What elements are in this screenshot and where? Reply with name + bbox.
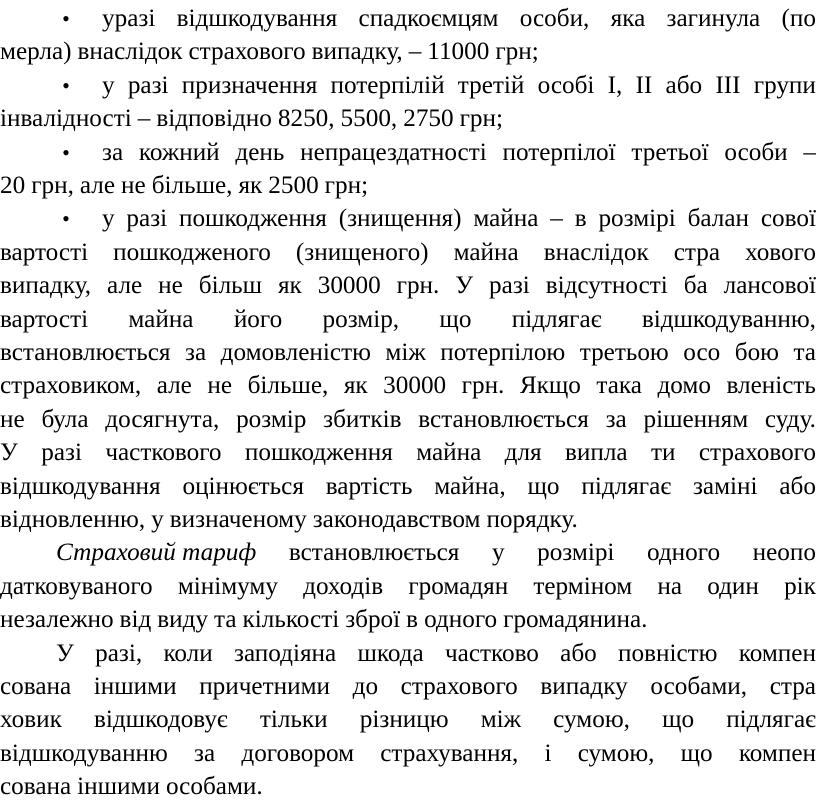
word: разі bbox=[126, 205, 168, 233]
word: частково bbox=[444, 639, 539, 667]
word: іншими bbox=[77, 773, 160, 801]
word: як bbox=[343, 372, 368, 400]
word: кожний bbox=[138, 138, 220, 166]
word: І, bbox=[607, 71, 623, 99]
text-line bbox=[0, 768, 816, 806]
word: особи, bbox=[519, 5, 590, 32]
word: ІІ bbox=[635, 71, 653, 99]
word: доходів bbox=[303, 572, 384, 600]
word: відшкодуванню bbox=[0, 739, 168, 767]
word: вартість bbox=[325, 472, 413, 500]
word: ба bbox=[683, 272, 708, 300]
word: грн. bbox=[461, 372, 505, 400]
word: випадку, bbox=[0, 272, 92, 300]
italic-term: Страховий тариф bbox=[56, 539, 257, 567]
word: що bbox=[439, 305, 472, 333]
word: договором bbox=[241, 739, 355, 767]
word: між bbox=[480, 706, 522, 734]
word: суду. bbox=[764, 405, 816, 433]
word: компен bbox=[738, 639, 816, 667]
word: одного bbox=[424, 606, 498, 634]
word: сумою, bbox=[577, 739, 655, 767]
word: його bbox=[233, 305, 283, 333]
word: вартості bbox=[0, 238, 89, 266]
word: майна bbox=[128, 305, 194, 333]
word: балан bbox=[687, 205, 750, 233]
word: спадкоємцям bbox=[358, 5, 499, 32]
word: внаслідок bbox=[543, 238, 649, 266]
word: сумою, bbox=[553, 706, 630, 734]
word: що bbox=[662, 706, 695, 734]
word: (знищеного) bbox=[295, 238, 429, 266]
word: (по bbox=[781, 5, 816, 32]
word: як bbox=[277, 272, 302, 300]
text-line bbox=[0, 334, 816, 372]
text-line bbox=[56, 534, 816, 572]
word: виду bbox=[157, 606, 209, 634]
word: ховик bbox=[0, 706, 62, 734]
word: була bbox=[41, 405, 89, 433]
text-line bbox=[102, 0, 816, 38]
word: на bbox=[657, 572, 683, 600]
text-line bbox=[0, 367, 816, 405]
word: потерпілою bbox=[440, 339, 566, 366]
word: за bbox=[185, 339, 207, 366]
word: заподіяна bbox=[234, 639, 337, 667]
word: одного bbox=[647, 539, 721, 567]
word: датковуваного bbox=[0, 572, 153, 600]
word: відповідно bbox=[156, 105, 272, 133]
word: повністю bbox=[618, 639, 718, 667]
text-line bbox=[102, 134, 816, 172]
text-line bbox=[0, 267, 816, 305]
word: що bbox=[527, 472, 560, 500]
word: незалежно bbox=[0, 606, 114, 634]
text-line bbox=[0, 234, 816, 272]
word: мінімуму bbox=[177, 572, 278, 600]
word: для bbox=[504, 439, 542, 467]
word: грн; bbox=[324, 172, 369, 199]
word: стра bbox=[769, 673, 816, 700]
word: бою bbox=[734, 339, 779, 366]
word: пошкодження bbox=[178, 205, 327, 233]
word: розмір bbox=[236, 405, 307, 433]
word: але bbox=[156, 372, 192, 400]
word: вленість bbox=[726, 372, 816, 400]
word: до bbox=[352, 673, 379, 700]
word: домовленістю bbox=[220, 339, 371, 366]
word: та bbox=[214, 606, 237, 634]
word: громадянина. bbox=[503, 606, 648, 634]
word: – bbox=[137, 105, 151, 133]
word: іншими bbox=[93, 673, 177, 700]
word: часткового bbox=[105, 439, 222, 467]
word: вартості bbox=[0, 305, 89, 333]
word: домо bbox=[657, 372, 711, 400]
word: відшкодування bbox=[176, 5, 338, 32]
word: не bbox=[0, 405, 25, 433]
word: уразі bbox=[102, 5, 156, 32]
word: 2500 bbox=[268, 172, 319, 199]
word: або bbox=[779, 472, 816, 500]
word: не bbox=[121, 172, 146, 199]
word: або bbox=[560, 639, 597, 667]
word: один bbox=[707, 572, 759, 600]
word: страхового bbox=[698, 439, 816, 467]
word: більш bbox=[198, 272, 263, 300]
word: кількості bbox=[242, 606, 340, 634]
word: особами, bbox=[650, 673, 748, 700]
word: грн, bbox=[31, 172, 74, 199]
word: за bbox=[194, 739, 216, 767]
word: осо bbox=[683, 339, 721, 366]
word: але bbox=[79, 172, 116, 199]
word: у bbox=[491, 539, 505, 567]
text-line bbox=[102, 200, 816, 238]
word: зброї bbox=[345, 606, 401, 634]
word: причетними bbox=[199, 673, 330, 700]
word: визначеному bbox=[169, 506, 307, 533]
word: 30000 bbox=[317, 272, 381, 300]
word: У bbox=[56, 639, 74, 667]
text-line bbox=[102, 67, 816, 105]
word: відшкодовує bbox=[93, 706, 228, 734]
word: разі bbox=[489, 272, 530, 300]
word: 11000 bbox=[427, 38, 490, 66]
word: особами. bbox=[165, 773, 263, 801]
word: – bbox=[550, 205, 563, 233]
word: в bbox=[574, 205, 587, 233]
word: не bbox=[158, 272, 183, 300]
word: громадян bbox=[408, 572, 509, 600]
word: та bbox=[793, 339, 816, 366]
word: відновленню, bbox=[0, 506, 146, 533]
word: страховиком, bbox=[0, 372, 142, 400]
word: не bbox=[207, 372, 233, 400]
word: шкода bbox=[357, 639, 424, 667]
word: підлягає bbox=[581, 472, 672, 500]
word: більше, bbox=[151, 172, 233, 199]
word: У bbox=[455, 272, 474, 300]
text-line bbox=[0, 668, 816, 706]
text-line bbox=[56, 635, 816, 673]
word: розмір, bbox=[322, 305, 400, 333]
word: відшкодування bbox=[0, 472, 161, 500]
word: сована bbox=[0, 673, 72, 700]
word: ти bbox=[651, 439, 676, 467]
word: третьою bbox=[579, 339, 669, 366]
word: встановлюється bbox=[288, 539, 460, 567]
word: рішенням bbox=[643, 405, 749, 433]
word: коли bbox=[163, 639, 213, 667]
word: але bbox=[107, 272, 143, 300]
word: випадку, bbox=[311, 38, 403, 66]
word: відшкодуванню, bbox=[641, 305, 816, 333]
word: грн; bbox=[459, 105, 503, 133]
word: страхового bbox=[400, 673, 518, 700]
word: у bbox=[151, 506, 164, 533]
word: тільки bbox=[259, 706, 328, 734]
bullet-icon: • bbox=[62, 6, 70, 31]
word: майна bbox=[416, 439, 482, 467]
word: у bbox=[102, 71, 115, 99]
text-line bbox=[0, 735, 816, 773]
word: непрацездатності bbox=[300, 138, 487, 166]
word: різницю bbox=[359, 706, 449, 734]
word: яка bbox=[610, 5, 646, 32]
word: У bbox=[0, 439, 18, 467]
word: як bbox=[238, 172, 263, 199]
word: – bbox=[408, 38, 422, 66]
text-line bbox=[0, 434, 816, 472]
word: випла bbox=[565, 439, 628, 467]
word: в bbox=[406, 606, 419, 634]
word: досягнута, bbox=[105, 405, 220, 433]
word: особі bbox=[537, 71, 595, 99]
word: порядку. bbox=[486, 506, 578, 533]
word: підлягає bbox=[726, 706, 816, 734]
word: випадку bbox=[540, 673, 628, 700]
word: і bbox=[544, 739, 552, 767]
text-line bbox=[0, 33, 816, 71]
word: призначення bbox=[181, 71, 318, 99]
word: відсутності bbox=[545, 272, 668, 300]
text-line bbox=[0, 167, 816, 205]
bullet-icon: • bbox=[62, 72, 70, 98]
word: 5500, bbox=[340, 105, 398, 133]
word: оцінюється bbox=[182, 472, 304, 500]
word: групи bbox=[753, 71, 816, 99]
text-line bbox=[0, 501, 816, 539]
word: майна, bbox=[434, 472, 506, 500]
word: або bbox=[665, 71, 703, 99]
word: розмірі bbox=[537, 539, 615, 567]
text-line bbox=[0, 601, 816, 639]
word: інвалідності bbox=[0, 105, 132, 133]
word: Якщо bbox=[519, 372, 581, 400]
word: грн; bbox=[495, 38, 539, 66]
word: разі bbox=[127, 71, 169, 99]
word: пошкодження bbox=[244, 439, 393, 467]
word: – bbox=[803, 138, 816, 166]
word: разі bbox=[41, 439, 82, 467]
word: грн. bbox=[396, 272, 440, 300]
word: підлягає bbox=[511, 305, 602, 333]
word: разі, bbox=[95, 639, 143, 667]
word: хового bbox=[745, 238, 816, 266]
word: розмірі bbox=[598, 205, 676, 233]
word: неопо bbox=[752, 539, 816, 567]
word: третьої bbox=[631, 138, 709, 166]
bullet-icon: • bbox=[62, 139, 70, 165]
word: за bbox=[102, 138, 124, 166]
word: майна bbox=[473, 205, 539, 233]
text-line bbox=[0, 401, 816, 439]
word: за bbox=[605, 405, 627, 433]
word: компен bbox=[738, 739, 816, 767]
bullet-icon: • bbox=[62, 206, 70, 232]
word: потерпілій bbox=[330, 71, 445, 99]
word: (знищення) bbox=[338, 205, 462, 233]
word: потерпілої bbox=[502, 138, 616, 166]
word: ІІІ bbox=[715, 71, 741, 99]
text-line bbox=[0, 468, 816, 506]
word: заміні bbox=[692, 472, 758, 500]
word: більше, bbox=[247, 372, 329, 400]
word: пошкодженого bbox=[113, 238, 271, 266]
word: сована bbox=[0, 773, 72, 801]
word: лансової bbox=[723, 272, 816, 300]
word: стра bbox=[673, 238, 721, 266]
word: особи bbox=[724, 138, 788, 166]
word: день bbox=[235, 138, 285, 166]
word: страхування, bbox=[380, 739, 519, 767]
word: між bbox=[385, 339, 426, 366]
word: законодавством bbox=[312, 506, 481, 533]
word: що bbox=[680, 739, 713, 767]
word: встановлюється bbox=[418, 405, 589, 433]
word: 8250, bbox=[277, 105, 335, 133]
word: сової bbox=[760, 205, 816, 233]
word: майна bbox=[453, 238, 519, 266]
word: у bbox=[102, 205, 115, 233]
word: мерла) bbox=[0, 38, 72, 66]
text-line bbox=[0, 701, 816, 739]
word: терміном bbox=[533, 572, 633, 600]
word: така bbox=[596, 372, 642, 400]
text-line bbox=[0, 100, 816, 138]
text-line bbox=[0, 301, 816, 339]
word: встановлюється bbox=[0, 339, 171, 366]
word: страхового bbox=[188, 38, 306, 66]
word: від bbox=[119, 606, 152, 634]
word: рік bbox=[784, 572, 816, 600]
word: третій bbox=[457, 71, 525, 99]
word: 30000 bbox=[383, 372, 447, 400]
word: загинула bbox=[666, 5, 761, 32]
word: внаслідок bbox=[77, 38, 183, 66]
word: збитків bbox=[323, 405, 402, 433]
word: 2750 bbox=[403, 105, 454, 133]
text-line bbox=[0, 568, 816, 606]
word: 20 bbox=[0, 172, 26, 199]
